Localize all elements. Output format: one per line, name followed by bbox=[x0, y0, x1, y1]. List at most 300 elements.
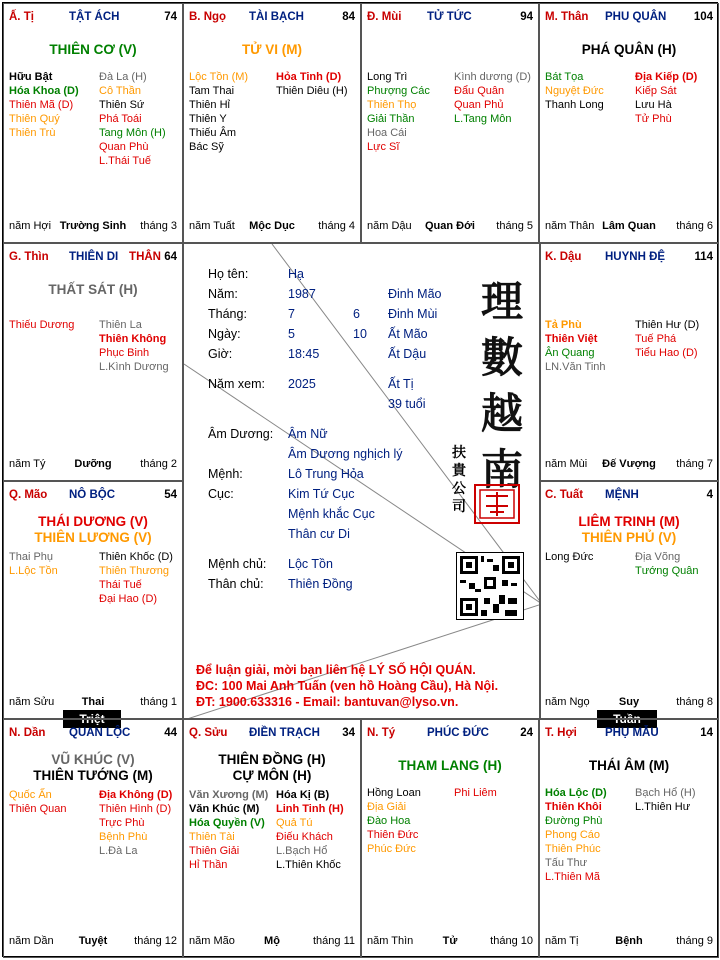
minor-star: Địa Không (D) bbox=[99, 789, 173, 801]
palace-branch: T. Hợi bbox=[545, 727, 577, 739]
cuc-note: Mệnh khắc Cục bbox=[288, 507, 375, 521]
palace-stage: Lâm Quan bbox=[602, 220, 656, 232]
main-star: TỬ VI (M) bbox=[242, 42, 302, 57]
main-stars bbox=[4, 282, 182, 298]
am-duong-value: Âm Nữ bbox=[288, 427, 328, 441]
main-star: THIÊN CƠ (V) bbox=[49, 42, 137, 57]
palace-month: tháng 2 bbox=[140, 458, 177, 470]
birth-row bbox=[208, 324, 448, 344]
palace-name: PHU QUÂN bbox=[605, 11, 667, 23]
birth-row bbox=[208, 304, 448, 324]
minor-star: Tấu Thư bbox=[545, 857, 588, 869]
minor-stars-left bbox=[367, 786, 421, 856]
minor-stars-right bbox=[635, 786, 696, 814]
palace-cell-hoi[interactable] bbox=[539, 719, 719, 958]
minor-star: Thiên Khốc (D) bbox=[99, 551, 173, 563]
palace-branch: Đ. Mùi bbox=[367, 11, 402, 23]
main-stars bbox=[362, 758, 538, 774]
minor-star: Hóa Khoa (D) bbox=[9, 85, 79, 97]
am-duong-label: Âm Dương: bbox=[208, 427, 274, 441]
palace-stage: Dưỡng bbox=[74, 458, 112, 470]
birth-label: Năm: bbox=[208, 287, 238, 301]
birth-label: Ngày: bbox=[208, 327, 241, 341]
minor-star: L.Đà La bbox=[99, 845, 138, 857]
palace-footer bbox=[9, 220, 177, 234]
minor-stars-left bbox=[545, 318, 606, 374]
palace-cell-dan[interactable] bbox=[3, 719, 183, 958]
am-duong-note: Âm Dương nghịch lý bbox=[288, 447, 403, 461]
palace-header bbox=[9, 489, 177, 503]
minor-star: Hóa Lộc (D) bbox=[545, 787, 607, 799]
palace-cell-ty2[interactable] bbox=[361, 719, 539, 958]
minor-star: Tướng Quân bbox=[635, 565, 699, 577]
minor-star: Thanh Long bbox=[545, 99, 604, 111]
palace-branch: Q. Mão bbox=[9, 489, 48, 501]
minor-star: LN.Văn Tinh bbox=[545, 361, 606, 373]
minor-star: Lộc Tồn (M) bbox=[189, 71, 249, 83]
palace-branch: C. Tuất bbox=[545, 489, 584, 501]
palace-cell-mao[interactable] bbox=[3, 481, 183, 719]
minor-stars-left bbox=[189, 788, 268, 872]
minor-stars-left bbox=[9, 70, 79, 140]
company-calligraphy bbox=[452, 444, 468, 516]
minor-star: Bệnh Phù bbox=[99, 831, 148, 843]
palace-header bbox=[367, 727, 533, 741]
birth-value: 18:45 bbox=[288, 347, 320, 361]
palace-month: tháng 1 bbox=[140, 696, 177, 708]
calig-char: 理 bbox=[480, 277, 523, 326]
palace-header bbox=[545, 251, 713, 265]
minor-star: Hữu Bật bbox=[9, 71, 53, 83]
minor-stars-left bbox=[189, 70, 248, 154]
palace-footer bbox=[545, 935, 713, 949]
palace-name: HUYNH ĐỆ bbox=[605, 251, 666, 263]
palace-year: năm Tuất bbox=[189, 220, 235, 232]
palace-stage: Quan Đới bbox=[425, 220, 475, 232]
minor-star: L.Kình Dương bbox=[99, 361, 169, 373]
main-star: THIÊN TƯỚNG (M) bbox=[33, 768, 153, 783]
minor-stars-right bbox=[635, 550, 699, 578]
minor-star: Thiên Mã (D) bbox=[9, 99, 74, 111]
minor-star: Thái Tuế bbox=[99, 579, 142, 591]
palace-name: TỬ TỨC bbox=[427, 11, 472, 23]
palace-month: tháng 5 bbox=[496, 220, 533, 232]
palace-number: 4 bbox=[706, 489, 713, 501]
nam-xem-label: Năm xem: bbox=[208, 377, 265, 391]
minor-stars-left bbox=[545, 70, 604, 112]
minor-star: Thiên Hỉ bbox=[189, 99, 230, 111]
minor-stars-right bbox=[99, 788, 172, 858]
palace-stage: Tử bbox=[442, 935, 458, 947]
minor-star: Thiên Việt bbox=[545, 333, 598, 345]
nam-xem-value: 2025 bbox=[288, 377, 316, 391]
minor-stars-left bbox=[9, 788, 66, 816]
main-stars bbox=[4, 752, 182, 784]
palace-cell-thin[interactable] bbox=[3, 243, 183, 481]
main-stars bbox=[4, 514, 182, 546]
minor-star: Thiên Phúc bbox=[545, 843, 601, 855]
menh-chu-label: Mệnh chủ: bbox=[208, 557, 267, 571]
palace-branch: N. Dần bbox=[9, 727, 46, 739]
palace-stage: Thai bbox=[81, 696, 105, 708]
minor-star: Đà La (H) bbox=[99, 71, 147, 83]
minor-stars-right bbox=[99, 318, 169, 374]
main-stars bbox=[540, 42, 718, 58]
minor-star: Phúc Đức bbox=[367, 843, 416, 855]
palace-year: năm Dần bbox=[9, 935, 54, 947]
main-star: VŨ KHÚC (V) bbox=[51, 752, 135, 767]
palace-year: năm Hợi bbox=[9, 220, 52, 232]
palace-name: QUAN LỘC bbox=[69, 727, 131, 739]
palace-month: tháng 8 bbox=[676, 696, 713, 708]
palace-header bbox=[9, 11, 177, 25]
minor-star: Thiên Giải bbox=[189, 845, 240, 857]
palace-footer bbox=[545, 220, 713, 234]
minor-star: L.Lộc Tồn bbox=[9, 565, 58, 577]
birth-canchi: Đinh Mùi bbox=[388, 307, 438, 321]
minor-star: L.Thiên Khốc bbox=[276, 859, 341, 871]
palace-footer bbox=[545, 696, 713, 710]
minor-stars-left bbox=[545, 786, 607, 884]
minor-star: Tử Phù bbox=[635, 113, 672, 125]
contact-block bbox=[196, 662, 498, 710]
minor-star: Thiên Thương bbox=[99, 565, 170, 577]
minor-star: Tả Phù bbox=[545, 319, 582, 331]
palace-name: PHỤ MẪU bbox=[605, 727, 659, 739]
minor-star: Bát Tọa bbox=[545, 71, 584, 83]
minor-star: Ân Quang bbox=[545, 347, 595, 359]
birth-label: Giờ: bbox=[208, 347, 233, 361]
palace-cell-ty[interactable] bbox=[3, 3, 183, 243]
palace-branch: Ấ. Tị bbox=[9, 11, 34, 23]
minor-star: Tam Thai bbox=[189, 85, 235, 97]
than-chu-value: Thiên Đồng bbox=[288, 577, 353, 591]
minor-star: Hỉ Thần bbox=[189, 859, 228, 871]
minor-star: L.Thiên Hư bbox=[635, 801, 691, 813]
palace-cell-tuat[interactable] bbox=[539, 481, 719, 719]
main-star: CỰ MÔN (H) bbox=[232, 768, 312, 783]
minor-star: Thiên Quan bbox=[9, 803, 67, 815]
minor-star: Phục Binh bbox=[99, 347, 150, 359]
birth-info bbox=[208, 264, 448, 364]
palace-year: năm Ngọ bbox=[545, 696, 590, 708]
minor-star: Kình dương (D) bbox=[454, 71, 531, 83]
minor-star: Địa Võng bbox=[635, 551, 681, 563]
minor-star: Thiên Hư (D) bbox=[635, 319, 700, 331]
calig-char: 南 bbox=[480, 445, 523, 494]
calig-char: 數 bbox=[480, 333, 523, 382]
palace-footer bbox=[367, 935, 533, 949]
palace-cell-dau[interactable] bbox=[539, 243, 719, 481]
palace-footer bbox=[189, 220, 355, 234]
palace-name: PHÚC ĐỨC bbox=[427, 727, 489, 739]
calig-char: 越 bbox=[480, 389, 523, 438]
minor-star: Lực Sĩ bbox=[367, 141, 400, 153]
than-marker: THÂN bbox=[129, 251, 161, 263]
am-duong-block bbox=[208, 424, 468, 544]
palace-cell-ngo[interactable] bbox=[183, 3, 361, 243]
palace-year: năm Thìn bbox=[367, 935, 414, 947]
palace-header bbox=[189, 727, 355, 741]
palace-stage: Mộc Dục bbox=[249, 220, 295, 232]
palace-header bbox=[545, 489, 713, 503]
main-star: THIÊN LƯƠNG (V) bbox=[34, 530, 152, 545]
minor-stars-right bbox=[454, 786, 497, 800]
main-stars bbox=[540, 758, 718, 774]
minor-star: Quan Phủ bbox=[454, 99, 504, 111]
than-cu: Thân cư Di bbox=[288, 527, 350, 541]
palace-number: 94 bbox=[520, 11, 533, 23]
minor-star: L.Bạch Hổ bbox=[276, 845, 328, 857]
minor-star: Thiên Y bbox=[189, 113, 227, 125]
minor-stars-right bbox=[635, 318, 699, 360]
chu-block bbox=[208, 554, 428, 594]
birth-row bbox=[208, 344, 448, 364]
minor-star: Hoa Cái bbox=[367, 127, 407, 139]
minor-star: Phi Liêm bbox=[454, 787, 497, 799]
birth-lunar: 10 bbox=[353, 327, 367, 341]
sub-calig-char: 司 bbox=[452, 499, 466, 515]
minor-star: Quan Phù bbox=[99, 141, 149, 153]
palace-year: năm Tý bbox=[9, 458, 46, 470]
main-star: THẤT SÁT (H) bbox=[48, 282, 138, 297]
minor-stars-right bbox=[276, 788, 344, 872]
age: 39 tuổi bbox=[388, 397, 426, 411]
menh-chu-value: Lộc Tồn bbox=[288, 557, 333, 571]
palace-month: tháng 6 bbox=[676, 220, 713, 232]
contact-address: ĐC: 100 Mai Anh Tuấn (ven hồ Hoàng Cầu), Hà Nội. bbox=[196, 679, 499, 693]
minor-star: Giải Thần bbox=[367, 113, 415, 125]
palace-number: 74 bbox=[164, 11, 177, 23]
minor-star: Thiếu Dương bbox=[9, 319, 75, 331]
minor-star: Thiên Quý bbox=[9, 113, 60, 125]
birth-value: 1987 bbox=[288, 287, 316, 301]
palace-number: 104 bbox=[693, 11, 713, 23]
palace-branch: B. Ngọ bbox=[189, 11, 227, 23]
tuan-band: Tuần bbox=[597, 710, 657, 728]
minor-star: Văn Khúc (M) bbox=[189, 803, 260, 815]
minor-star: Kiếp Sát bbox=[635, 85, 677, 97]
minor-star: Phượng Các bbox=[367, 85, 430, 97]
minor-star: Tiểu Hao (D) bbox=[635, 347, 698, 359]
palace-number: 114 bbox=[694, 251, 713, 263]
palace-number: 14 bbox=[700, 727, 713, 739]
view-year bbox=[208, 374, 428, 411]
birth-value: 7 bbox=[288, 307, 295, 321]
palace-footer bbox=[545, 458, 713, 472]
palace-number: 64 bbox=[164, 251, 177, 263]
qr-code[interactable] bbox=[456, 552, 524, 620]
birth-row bbox=[208, 284, 448, 304]
palace-month: tháng 4 bbox=[318, 220, 355, 232]
minor-stars-right bbox=[99, 550, 173, 606]
main-star: THÁI ÂM (M) bbox=[588, 758, 670, 773]
minor-stars-left bbox=[9, 550, 58, 578]
minor-star: Thiên Tài bbox=[189, 831, 235, 843]
contact-phone-email: ĐT: 1900.633316 - Email: bantuvan@lyso.vn. bbox=[196, 695, 459, 709]
triet-band: Triệt bbox=[63, 710, 121, 728]
cuc-value: Kim Tứ Cục bbox=[288, 487, 355, 501]
minor-star: Hỏa Tinh (D) bbox=[276, 71, 342, 83]
palace-branch: Q. Sửu bbox=[189, 727, 228, 739]
sub-calig-char: 貴 bbox=[452, 463, 466, 479]
horoscope-chart bbox=[2, 2, 718, 957]
palace-year: năm Dậu bbox=[367, 220, 412, 232]
nam-xem-can: Ất Tị bbox=[388, 377, 414, 391]
palace-header bbox=[367, 11, 533, 25]
minor-star: Phong Cáo bbox=[545, 829, 601, 841]
palace-month: tháng 11 bbox=[312, 935, 355, 947]
palace-number: 44 bbox=[164, 727, 177, 739]
palace-header bbox=[9, 251, 177, 265]
minor-star: Đào Hoa bbox=[367, 815, 411, 827]
minor-star: Bác Sỹ bbox=[189, 141, 224, 153]
main-star: THIÊN PHỦ (V) bbox=[581, 530, 677, 545]
palace-stage: Suy bbox=[618, 696, 640, 708]
main-star: THÁI DƯƠNG (V) bbox=[38, 514, 148, 529]
palace-name: MỆNH bbox=[605, 489, 639, 501]
palace-year: năm Mùi bbox=[545, 458, 588, 470]
minor-star: L.Thái Tuế bbox=[99, 155, 151, 167]
minor-star: Long Trì bbox=[367, 71, 408, 83]
palace-stage: Mộ bbox=[264, 935, 280, 947]
minor-star: Trực Phù bbox=[99, 817, 145, 829]
minor-stars-right bbox=[635, 70, 697, 126]
contact-line: Để luận giải, mời bạn liên hệ LÝ SỐ HỘI QUÁN. bbox=[196, 663, 476, 677]
minor-star: L.Tang Môn bbox=[454, 113, 512, 125]
palace-name: NÔ BỘC bbox=[69, 489, 115, 501]
minor-stars-right bbox=[276, 70, 348, 98]
palace-name: THIÊN DI bbox=[69, 251, 119, 263]
calligraphy-title bbox=[474, 274, 530, 498]
minor-star: Thiếu Âm bbox=[189, 127, 237, 139]
birth-canchi: Đinh Mão bbox=[388, 287, 442, 301]
birth-lunar: 6 bbox=[353, 307, 360, 321]
palace-branch: G. Thìn bbox=[9, 251, 49, 263]
minor-star: Thiên Trù bbox=[9, 127, 56, 139]
minor-star: Quả Tú bbox=[276, 817, 313, 829]
palace-cell-than[interactable] bbox=[539, 3, 719, 243]
palace-branch: K. Dậu bbox=[545, 251, 582, 263]
minor-stars-left bbox=[367, 70, 430, 154]
palace-name: TẬT ÁCH bbox=[69, 11, 120, 23]
minor-star: Long Đức bbox=[545, 551, 594, 563]
palace-month: tháng 7 bbox=[676, 458, 713, 470]
center-info-panel bbox=[183, 243, 541, 719]
palace-number: 24 bbox=[520, 727, 533, 739]
minor-star: Điếu Khách bbox=[276, 831, 333, 843]
minor-stars-right bbox=[454, 70, 531, 126]
main-star: PHÁ QUÂN (H) bbox=[581, 42, 677, 57]
palace-year: năm Mão bbox=[189, 935, 235, 947]
main-stars bbox=[540, 514, 718, 546]
minor-star: Tang Môn (H) bbox=[99, 127, 166, 139]
palace-stage: Đế Vượng bbox=[602, 458, 656, 470]
minor-star: Hồng Loan bbox=[367, 787, 421, 799]
palace-name: TÀI BẠCH bbox=[249, 11, 304, 23]
main-stars bbox=[4, 42, 182, 58]
palace-footer bbox=[9, 696, 177, 710]
birth-row bbox=[208, 264, 448, 284]
palace-number: 34 bbox=[342, 727, 355, 739]
birth-value: Hạ bbox=[288, 267, 304, 281]
palace-footer bbox=[9, 458, 177, 472]
minor-star: Thiên Sứ bbox=[99, 99, 145, 111]
minor-star: Phá Toái bbox=[99, 113, 142, 125]
red-seal-stamp bbox=[474, 484, 520, 524]
palace-stage: Tuyệt bbox=[78, 935, 108, 947]
minor-star: Thiên Thọ bbox=[367, 99, 417, 111]
minor-star: Thiên Diêu (H) bbox=[276, 85, 348, 97]
palace-footer bbox=[367, 220, 533, 234]
minor-star: Nguyệt Đức bbox=[545, 85, 604, 97]
palace-year: năm Sửu bbox=[9, 696, 55, 708]
minor-star: Bạch Hổ (H) bbox=[635, 787, 696, 799]
palace-cell-mui[interactable] bbox=[361, 3, 539, 243]
sub-calig-char: 公 bbox=[452, 481, 466, 497]
palace-month: tháng 3 bbox=[140, 220, 177, 232]
palace-footer bbox=[189, 935, 355, 949]
menh-value: Lô Trung Hỏa bbox=[288, 467, 364, 481]
birth-canchi: Ất Dậu bbox=[388, 347, 427, 361]
main-stars bbox=[184, 752, 360, 784]
minor-star: Hóa Kị (B) bbox=[276, 789, 330, 801]
minor-star: Linh Tinh (H) bbox=[276, 803, 344, 815]
than-chu-label: Thân chủ: bbox=[208, 577, 264, 591]
minor-star: L.Thiên Mã bbox=[545, 871, 601, 883]
minor-star: Thiên La bbox=[99, 319, 142, 331]
palace-header bbox=[189, 11, 355, 25]
minor-star: Thai Phụ bbox=[9, 551, 54, 563]
minor-star: Tuế Phá bbox=[635, 333, 677, 345]
palace-number: 84 bbox=[342, 11, 355, 23]
minor-stars-left bbox=[545, 550, 593, 564]
main-stars bbox=[184, 42, 360, 58]
minor-star: Cô Thần bbox=[99, 85, 141, 97]
minor-star: Hóa Quyền (V) bbox=[189, 817, 265, 829]
palace-stage: Bệnh bbox=[615, 935, 643, 947]
birth-value: 5 bbox=[288, 327, 295, 341]
minor-star: Địa Giải bbox=[367, 801, 407, 813]
minor-star: Đại Hao (D) bbox=[99, 593, 158, 605]
main-star: LIÊM TRINH (M) bbox=[578, 514, 680, 529]
minor-star: Thiên Đức bbox=[367, 829, 419, 841]
main-star: THIÊN ĐỒNG (H) bbox=[218, 752, 326, 767]
minor-star: Thiên Không bbox=[99, 333, 167, 345]
palace-year: năm Thân bbox=[545, 220, 595, 232]
minor-star: Quốc Ấn bbox=[9, 789, 52, 801]
palace-header bbox=[545, 11, 713, 25]
palace-month: tháng 12 bbox=[134, 935, 177, 947]
palace-footer bbox=[9, 935, 177, 949]
palace-cell-suu[interactable] bbox=[183, 719, 361, 958]
palace-header bbox=[545, 727, 713, 741]
palace-year: năm Tị bbox=[545, 935, 579, 947]
birth-label: Họ tên: bbox=[208, 267, 249, 281]
minor-star: Thiên Khôi bbox=[545, 801, 602, 813]
menh-label: Mệnh: bbox=[208, 467, 243, 481]
minor-star: Đẩu Quân bbox=[454, 85, 505, 97]
palace-branch: M. Thân bbox=[545, 11, 589, 23]
minor-stars-left bbox=[9, 318, 74, 332]
birth-canchi: Ất Mão bbox=[388, 327, 428, 341]
minor-star: Đường Phù bbox=[545, 815, 603, 827]
minor-star: Thiên Hình (D) bbox=[99, 803, 172, 815]
palace-month: tháng 9 bbox=[676, 935, 713, 947]
sub-calig-char: 扶 bbox=[452, 445, 466, 461]
minor-star: Văn Xương (M) bbox=[189, 789, 269, 801]
minor-stars-right bbox=[99, 70, 166, 168]
